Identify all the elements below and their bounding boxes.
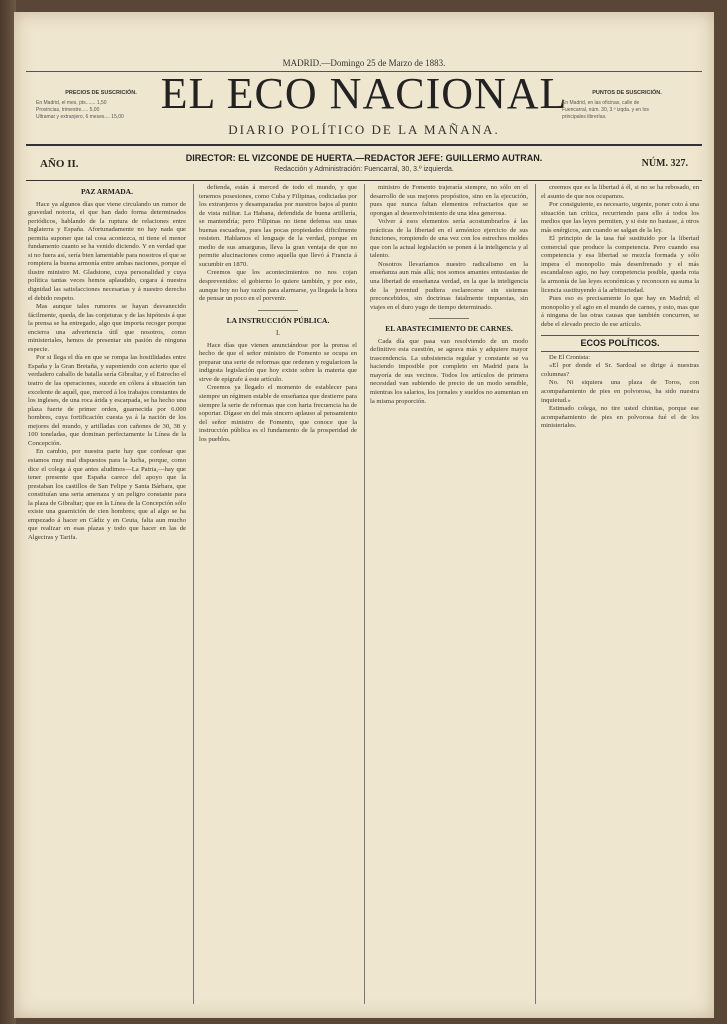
column-rule	[535, 184, 536, 1004]
subscription-points-title: PUNTOS DE SUSCRICIÓN.	[592, 90, 662, 96]
subscription-points	[562, 90, 692, 121]
subscription-points-line: principales librerías.	[562, 114, 607, 120]
paragraph: Pues eso es precisamente lo que hay en Madrid; el monopolio y el agio en el mundo de carnes, y esto, mas que á ninguna de las otras causas que también concurren, se debe el elevado precio de ese artículo.	[541, 295, 699, 328]
paragraph: Por consiguiente, es necesario, urgente, poner coto á una situación tan crítica, recurriendo para ello á todos los medios que las leyes permiten, y si éste no bastase, á otros más enérgicos, aun cuando se salgan de la ley.	[541, 201, 699, 234]
subscription-points-line: Fuencarral, núm. 30, 3.º izqda. y en los	[562, 107, 649, 113]
subscription-points-line: En Madrid, en las oficinas, calle de	[562, 100, 640, 106]
paragraph: ministro de Fomento trajeraría siempre, no sólo en el desarrollo de sus mejores propósitos, sino en la ejecución, pues que nunca faltan elementos refractarios que se opongan al desenvolvimiento de una idea generosa.	[370, 184, 528, 217]
article-part: I.	[275, 329, 281, 338]
paragraph: Hace días que vienen anunciándose por la prensa el hecho de que el señor ministro de Fomento se ocupa en preparar una serie de reformas que ordenen y regularicen la indigesta legislación que hoy existe sobre la materia que sirve de epígrafe á este artículo.	[199, 341, 357, 383]
paragraph: defienda, están á merced de todo el mundo, y que tenemos posesiones, como Cuba y Filipinas, codiciadas por los extranjeros y desamparadas por nuestros bajos al punto de vista militar. La Habana, defendida de buena artillería, se mantendría; pero Filipinas no tiene defensa sus unas buenas escuadras, pues las pocas propiedades dificilmente resisten. Hablamos el lenguaje de la verdad, porque en medio de sus amarguras, lleva la gran ventaja de que no permite alucinaciones como aquella que llevó á Francia á sucumbir en 1870.	[199, 184, 357, 268]
paragraph: Volver á esos elementos sería acostumbrarlos á las prácticas de la libertad en el armónico ejercicio de sus funciones, rompiendo de una vez con los estrechos moldes que con la actual legislación se ponen á la inteligencia y al talento.	[370, 218, 528, 260]
article-heading: PAZ ARMADA.	[81, 187, 133, 196]
paragraph: De El Cronista:	[549, 353, 591, 361]
subscription-title: PRECIOS DE SUSCRICIÓN.	[65, 90, 137, 96]
issue-number: NÚM. 327.	[641, 158, 688, 169]
subscription-line: Ultramar y extranjero, 6 meses.... 15,00	[36, 114, 124, 120]
masthead-subtitle: DIARIO POLÍTICO DE LA MAÑANA.	[228, 122, 500, 137]
column-rule	[364, 184, 365, 1004]
paragraph: Nosotros llevaríamos nuestro radicalismo en la enseñanza aun más allá; nos somos amantes entusiastas de una libertad de enseñanza verdad, en la que la inteligencia de la juventud pudiera esclarecerse sin sistemas preconcebidos, sin doctrinas fatalmente impuestas, sin viajes en el duro yugo de tiempo determinado.	[370, 260, 528, 311]
paragraph: Por si llega el día en que se rompa las hostilidades entre España y la Gran Bretaña, y suponiendo con acierto que el verdadero caballo de batalla sería Gibraltar, y el Estrecho el teatro de las operaciones, sucede en cólera á situación tan excelente de aquél, que, merced á los trabajos constantes de los ingleses, de una roca árida y escarpada, se ha hecho una plaza fuerte de primer orden, guarnecida por 6.000 hombres, cuya fortificación cuesta ya á la nación de los mejores del mundo, y artilladas con cañones de 30, 38 y 100 toneladas, que dominan perfectamente la Línea de la Concepción.	[28, 354, 186, 447]
paragraph: Creemos ya llegado el momento de establecer para siempre un régimen estable de enseñanza que destierre para siempre la serie de reformas que con harta frecuencia ha de soportar. Dígase en del más sincero aplauso al pensamiento del señor ministro de Fomento, que conoce que la instrucción pública es el fundamento de la prosperidad de los pueblos.	[199, 384, 357, 443]
newspaper-page	[14, 12, 714, 1018]
subscription-line: Provincias, trimestre..... 5,00	[36, 107, 100, 113]
column-3	[370, 184, 528, 1004]
column-4	[541, 184, 699, 1004]
director-line: DIRECTOR: EL VIZCONDE DE HUERTA.—REDACTOR JEFE: GUILLERMO AUTRAN.	[185, 153, 543, 163]
paragraph: Hace ya algunos días que viene circulando un rumor de gravedad notoria, el que han dado forma determinados periódicos, hablando de la ruptura de relaciones entre Inglaterra y España. Afortunadamente no hay nada que permita suponer que tal cosa acontezca, ni tiene el menor fundamento cuanto se ha venido diciendo. Y en verdad que si no fuera así, sería bien lamentable para nosotros el que se rompiera la buena armonía entre ambas naciones, porque el ilustre ministro M. Gladstone, cuya personalidad y cuya política tantas veces hemos aplaudido, cegara á nuestra dignidad las satisfacciones necesarias y á nuestro derecho el debido respeto.	[28, 200, 186, 302]
paragraph: Cada día que pasa van resolviendo de un modo definitivo esta cuestión, se agrava más y adquiere mayor trascendencia. La subsistencia regular y constante se va haciendo imposible por completo en Madrid para la mayoría de sus vecinos. Todos los artículos de primera necesidad van subiendo de precio de un modo sensible, mientras los salarios, los jornales y sueldos no aumentan en la misma proporción.	[370, 337, 528, 405]
divider	[258, 310, 298, 311]
paragraph: Creemos que los acontecimientos no nos cojan desprevenidos: el gobierno lo quiere también, y por esto, aunque hoy no hay razón para alarmarse, ya llegada la hora de pensar un poco en el porvenir.	[199, 269, 357, 303]
admin-line: Redacción y Administración: Fuencarral, 30, 3.º izquierda.	[274, 166, 454, 173]
paragraph: Mas aunque tales rumores se hayan desvanecido fácilmente, queda, de las conjeturas y de las hipótesis á que la prensa se ha entregado, algo que importa recoger porque encierra una advertencia útil que nosotros, como ministeriales, hemos de presentar sin pasión de ninguna especie.	[28, 303, 186, 353]
column-1	[28, 184, 186, 1004]
section-heading: ECOS POLÍTICOS.	[541, 335, 699, 352]
masthead-title: EL ECO NACIONAL	[160, 69, 568, 118]
paragraph: El principio de la tasa fué sustituido por la libertad comercial que produce la competencia. Pero cuando esa competencia y esa libertad se mezcla formada y sólo impera el monopolio más desenfrenado y el más escandaloso agio, no hay competencia posible, queda rota la armonía de las leyes económicas y reconocen su suma la licencia sustituyendo á la arbitrariedad.	[541, 235, 699, 294]
divider	[429, 318, 469, 319]
issue-year: AÑO II.	[40, 158, 79, 170]
paragraph: En cambio, por nuestra parte hay que confesar que estamos muy mal dispuestos para la lucha, porque, como dice el colega á que antes aludimos—La Patria,—hay que tener presente que España carece del apoyo que la prestaban los castillos de San Felipe y Santa Bárbara, que constituían una seria amenaza y un peligro constante para la plaza de Gibraltar; que en la Línea de la Concepción sólo existe una guarnición de cien hombres; que al algo se ha empezado á hacer en Cádiz y en Ceuta, falta aun mucho que realizar en esas plazas y todo que hacer en las de Algeciras y Tarifa.	[28, 448, 186, 541]
article-heading: LA INSTRUCCIÓN PÚBLICA.	[226, 315, 330, 325]
subscription-line: En Madrid, el mes, pts....... 1,50	[36, 100, 107, 106]
dateline: MADRID.—Domingo 25 de Marzo de 1883.	[282, 58, 446, 68]
paragraph: No. Ni siquiera una plaza de Toros, con acompañamiento de pies en polvorosa, ha sido nuestra inquietud.»	[541, 379, 699, 404]
paragraph: «El por donde el Sr. Sardoal se dirige á nuestras columnas?	[541, 362, 699, 378]
article-heading: EL ABASTECIMIENTO DE CARNES.	[385, 324, 513, 334]
column-rule	[193, 184, 194, 1004]
column-2	[199, 184, 357, 1004]
paragraph: creemos que es la libertad á él, si no se ha rebosado, en el asunto de que nos ocupamos.	[541, 184, 699, 200]
paragraph: Estimado colega, no tire usted chinitas, porque ese acompañamiento de pies en polvorosa fué el de los ministeriales.	[541, 405, 699, 430]
